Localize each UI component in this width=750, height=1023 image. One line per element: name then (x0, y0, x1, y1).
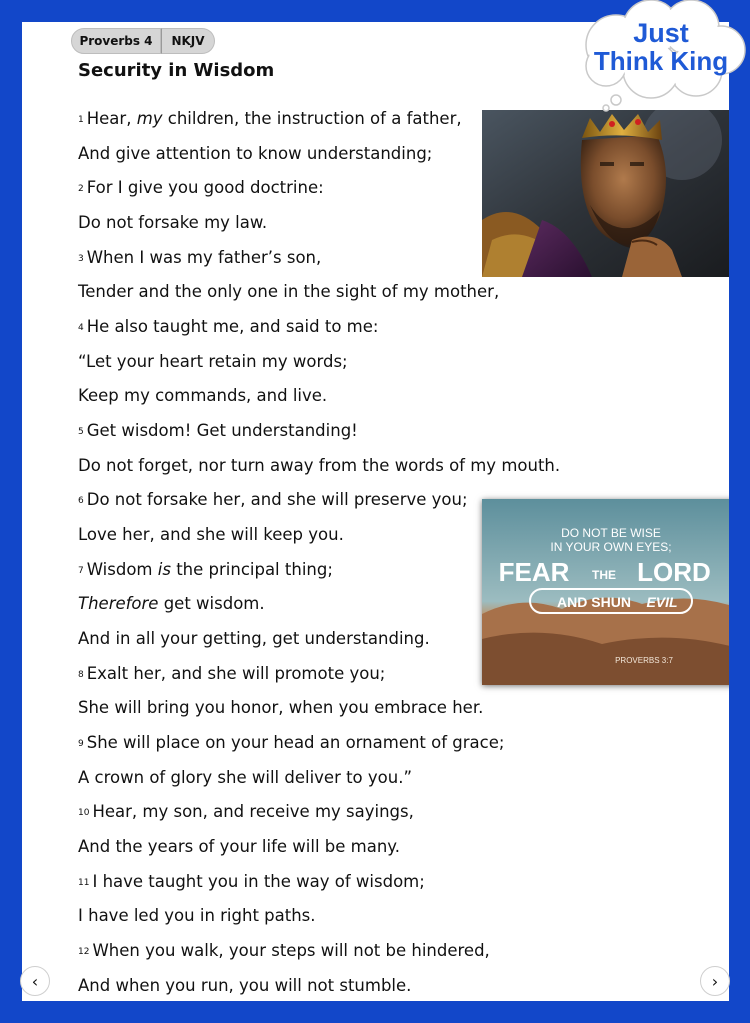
verse-text-segment: And in all your getting, get understanding. (78, 628, 430, 648)
verse-text-segment: Tender and the only one in the sight of my mother, (78, 282, 500, 302)
verse-line (78, 593, 265, 615)
verse-text-segment: And when you run, you will not stumble. (78, 975, 412, 995)
verse-img-line2: IN YOUR OWN EYES; (550, 540, 672, 554)
verse-line-verse-10 (78, 801, 414, 823)
verse-text-segment: Exalt her, and she will promote you; (86, 663, 386, 683)
verse-line (78, 455, 560, 477)
verse-text-segment: When you walk, your steps will not be hindered, (92, 940, 490, 960)
verse-text-segment: Hear, my son, and receive my sayings, (92, 802, 414, 822)
verse-line-verse-2 (78, 177, 324, 199)
verse-img-fear: FEAR (498, 557, 570, 587)
previous-page-button[interactable] (20, 966, 50, 996)
book-chapter-selector[interactable] (71, 28, 161, 54)
verse-text-segment: Wisdom (86, 559, 158, 579)
verse-text-segment: She will bring you honor, when you embrace her. (78, 698, 484, 718)
verse-number: 4 (78, 322, 84, 333)
verse-text-segment: children, the instruction of a father, (162, 109, 462, 128)
verse-number: 7 (78, 565, 84, 576)
verse-text-segment: Love her, and she will keep you. (78, 524, 344, 544)
verse-line (78, 836, 400, 858)
verse-italic-segment: Therefore (78, 594, 159, 614)
verse-line (78, 351, 348, 373)
verse-line-verse-8 (78, 663, 385, 685)
chevron-right-icon: › (711, 971, 719, 991)
verse-text-segment: He also taught me, and said to me: (86, 316, 379, 336)
verse-line (78, 697, 483, 719)
version-selector[interactable] (161, 28, 215, 54)
verse-line-verse-4 (78, 316, 378, 338)
verse-img-evil: EVIL (646, 594, 678, 610)
verse-number: 11 (78, 877, 90, 888)
verse-line (78, 281, 499, 303)
verse-italic-segment: is (157, 559, 171, 579)
verse-img-the: THE (592, 568, 616, 582)
verse-img-lord: LORD (637, 557, 711, 587)
chevron-left-icon: ‹ (31, 971, 39, 991)
verse-text-segment: the principal thing; (170, 559, 333, 579)
verse-line (78, 212, 267, 234)
verse-text-segment: When I was my father’s son, (86, 247, 322, 267)
verse-text-segment: Do not forsake her, and she will preserve you; (86, 490, 468, 510)
verse-line (78, 385, 327, 407)
verse-line (78, 905, 316, 927)
verse-number: 12 (78, 946, 90, 957)
verse-line-verse-7 (78, 559, 333, 581)
just-think-king-logo (576, 0, 746, 112)
verse-text-segment: Hear, (86, 109, 137, 128)
verse-text-segment: Do not forsake my law. (78, 212, 268, 232)
verse-text-segment: I have taught you in the way of wisdom; (92, 871, 425, 891)
reader-page (22, 22, 729, 1001)
verse-text-segment: Get wisdom! Get understanding! (86, 420, 358, 440)
proverbs-verse-image (482, 499, 729, 685)
verse-line (78, 524, 344, 546)
verse-line (78, 628, 430, 650)
verse-line-verse-6 (78, 489, 468, 511)
book-chapter-label: Proverbs 4 (79, 34, 153, 48)
king-thinking-image (482, 110, 729, 277)
verse-text-segment: get wisdom. (158, 594, 265, 614)
logo-line1: Just (633, 18, 689, 48)
verse-line (78, 143, 432, 165)
version-label: NKJV (171, 34, 205, 48)
verse-number: 2 (78, 184, 84, 195)
verse-line-verse-11 (78, 871, 425, 893)
verse-line-verse-3 (78, 247, 321, 269)
verse-text-segment: And the years of your life will be many. (78, 836, 400, 856)
section-title: Security in Wisdom (78, 60, 275, 81)
verse-number: 8 (78, 669, 84, 680)
verse-number: 9 (78, 738, 84, 749)
verse-number: 1 (78, 115, 84, 125)
verse-text-segment: For I give you good doctrine: (86, 178, 324, 198)
verse-text-segment: Do not forget, nor turn away from the words of my mouth. (78, 455, 561, 475)
verse-text-segment: And give attention to know understanding; (78, 143, 433, 163)
next-page-button[interactable] (700, 966, 730, 996)
verse-text-segment: I have led you in right paths. (78, 906, 316, 926)
verse-number: 10 (78, 808, 90, 819)
verse-line-verse-1 (78, 108, 462, 130)
verse-line (78, 767, 412, 789)
verse-text-segment: She will place on your head an ornament of grace; (86, 732, 505, 752)
verse-text-segment: A crown of glory she will deliver to you.” (78, 767, 413, 787)
verse-text-segment: “Let your heart retain my words; (78, 351, 348, 371)
verse-italic-segment: my (136, 109, 163, 128)
verse-line (78, 975, 411, 997)
verse-number: 3 (78, 253, 84, 264)
logo-line2: Think King (593, 46, 729, 76)
verse-img-shun: AND SHUN (557, 594, 631, 610)
verse-line-verse-9 (78, 732, 504, 754)
verse-line-verse-12 (78, 940, 490, 962)
verse-number: 6 (78, 496, 84, 507)
verse-img-line1: DO NOT BE WISE (561, 526, 661, 540)
verse-number: 5 (78, 426, 84, 437)
verse-img-ref: PROVERBS 3:7 (615, 656, 673, 665)
verse-text-segment: Keep my commands, and live. (78, 386, 328, 406)
verse-line-verse-5 (78, 420, 358, 442)
